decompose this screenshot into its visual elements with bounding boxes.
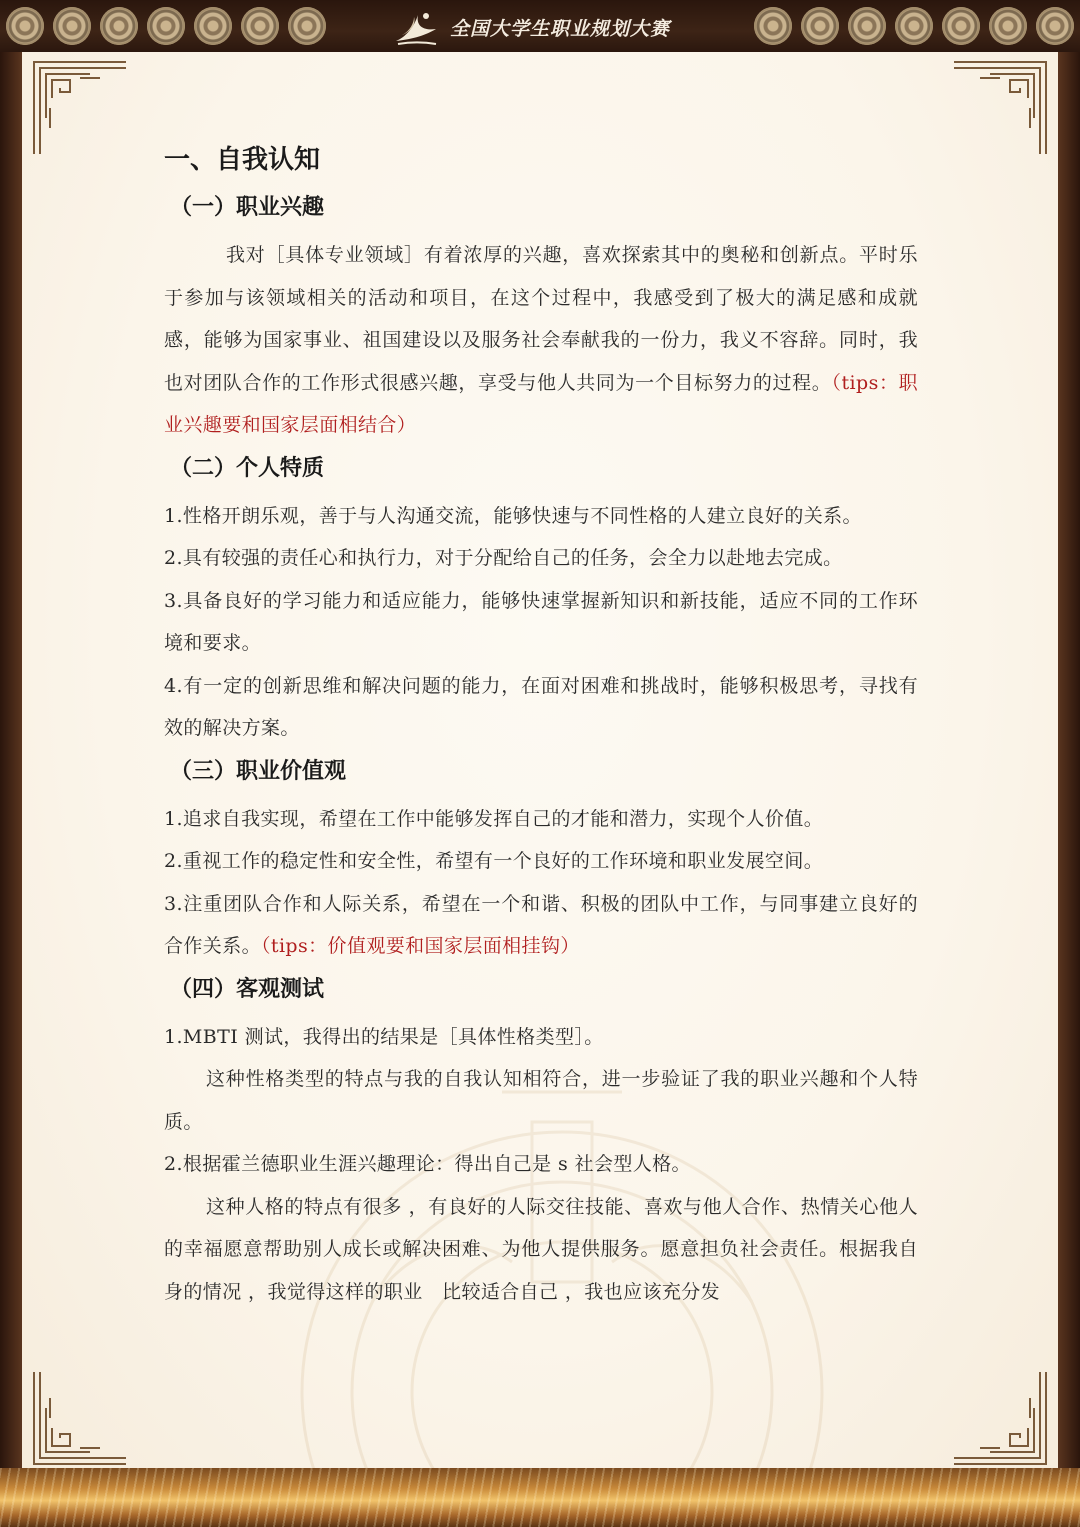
values-tip: （tips：价值观要和国家层面相挂钩）	[261, 935, 580, 957]
medallion-ornament	[53, 7, 91, 45]
trait-item: 4.有一定的创新思维和解决问题的能力，在面对困难和挑战时，能够积极思考，寻找有效的解决方案。	[164, 674, 918, 739]
medallion-ornament	[194, 7, 232, 45]
trait-item: 2.具有较强的责任心和执行力，对于分配给自己的任务，会全力以赴地去完成。	[164, 547, 843, 569]
medallion-ornament	[6, 7, 44, 45]
section-title: 一、自我认知	[164, 145, 321, 175]
corner-ornament	[30, 58, 130, 158]
medallion-ornament	[989, 7, 1027, 45]
holland-label: 2.根据霍兰德职业生涯兴趣理论：得出自己是 s 社会型人格。	[164, 1153, 691, 1175]
bottom-banner	[0, 1468, 1080, 1527]
heading-tests: （四）客观测试	[170, 976, 325, 1002]
medallion-ornament	[942, 7, 980, 45]
frame-right	[1058, 52, 1080, 1472]
corner-ornament	[950, 58, 1050, 158]
mbti-label: 1.MBTI 测试，我得出的结果是［具体性格类型］。	[164, 1025, 604, 1048]
value-item-with-tip	[164, 883, 918, 968]
medallion-ornament	[754, 7, 792, 45]
medallion-ornament	[895, 7, 933, 45]
frame-left	[0, 52, 22, 1472]
medallion-ornament	[1036, 7, 1074, 45]
brand	[392, 6, 670, 48]
medallion-ornament	[241, 7, 279, 45]
heading-interest: （一）职业兴趣	[170, 195, 325, 220]
brand-title: 全国大学生职业规划大赛	[450, 17, 671, 40]
medallion-ornament	[288, 7, 326, 45]
interest-tip: （tips：职业兴趣要和国家层面相结合）	[164, 371, 918, 436]
document-body	[164, 136, 918, 1313]
medallion-ornament	[848, 7, 886, 45]
medallion-row-left	[6, 7, 326, 47]
corner-ornament	[950, 1368, 1050, 1468]
mbti-body: 这种性格类型的特点与我的自我认知相符合，进一步验证了我的职业兴趣和个人特质。	[164, 1068, 918, 1133]
heading-traits: （二）个人特质	[170, 455, 325, 481]
logo-icon	[392, 7, 440, 47]
holland-body: 这种人格的特点有很多 ，有良好的人际交往技能、喜欢与他人合作、热情关心他人的幸福愿意帮助别人成长或解决困难、为他人提供服务。愿意担负社会责任。根据我自身的情况 ，我觉得这样的职业 比较适合自己 ，我也应该充分发	[164, 1195, 918, 1303]
value-item: 1.追求自我实现，希望在工作中能够发挥自己的才能和潜力，实现个人价值。	[164, 807, 824, 830]
value-item: 3.注重团队合作和人际关系，希望在一个和谐、积极的团队中工作，与同事建立良好的合作关系。	[164, 892, 918, 957]
medallion-row-right	[754, 7, 1074, 47]
medallion-ornament	[801, 7, 839, 45]
heading-values: （三）职业价值观	[170, 758, 347, 784]
medallion-ornament	[147, 7, 185, 45]
trait-item: 1.性格开朗乐观，善于与人沟通交流，能够快速与不同性格的人建立良好的关系。	[164, 504, 862, 527]
interest-paragraph	[164, 234, 918, 447]
interest-body: 我对［具体专业领域］有着浓厚的兴趣，喜欢探索其中的奥秘和创新点。平时乐于参加与该领域相关的活动和项目，在这个过程中，我感受到了极大的满足感和成就感，能够为国家事业、祖国建设以及服务社会奉献我的一份力，我义不容辞。同时，我也对团队合作的工作形式很感兴趣，享受与他人共同为一个目标努力的过程。	[164, 244, 918, 394]
medallion-ornament	[100, 7, 138, 45]
value-item: 2.重视工作的稳定性和安全性，希望有一个良好的工作环境和职业发展空间。	[164, 850, 824, 872]
top-banner	[0, 0, 1080, 52]
corner-ornament	[30, 1368, 130, 1468]
trait-item: 3.具备良好的学习能力和适应能力，能够快速掌握新知识和新技能，适应不同的工作环境和要求。	[164, 589, 918, 654]
